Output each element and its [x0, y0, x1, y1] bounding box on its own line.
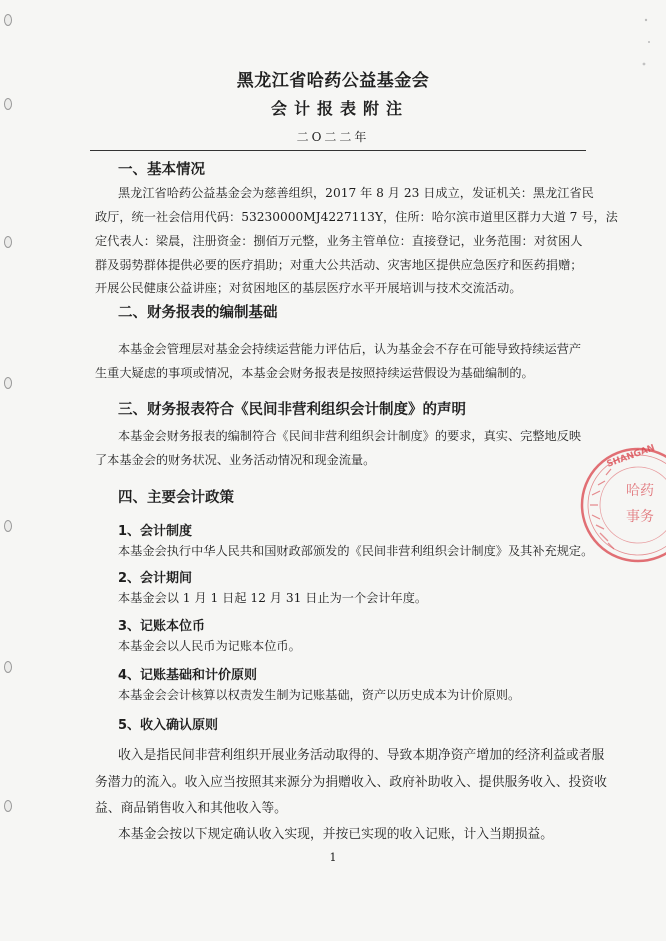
- seal-outer-text: SHANGAN: [605, 443, 657, 470]
- subheading-accounting-period: 2、会计期间: [118, 571, 193, 586]
- paragraph-line: 本基金会管理层对基金会持续运营能力评估后，认为基金会不存在可能导致持续运营产: [118, 342, 582, 356]
- section-heading-basic-info: 一、基本情况: [118, 162, 205, 178]
- paragraph-line: 黑龙江省哈药公益基金会为慈善组织，2017 年 8 月 23 日成立，发证机关：黑龙江省民: [118, 186, 594, 200]
- punch-hole: [4, 377, 12, 389]
- paragraph-line: 本基金会会计核算以权责发生制为记账基础，资产以历史成本为计价原则。: [118, 688, 521, 702]
- punch-hole: [4, 236, 12, 248]
- punch-hole: [4, 14, 12, 26]
- paragraph-line: 本基金会执行中华人民共和国财政部颁发的《民间非营利组织会计制度》及其补充规定。: [118, 544, 594, 558]
- document-year: 二O二二年: [296, 130, 370, 144]
- page-number: 1: [329, 851, 337, 864]
- section-heading-preparation-basis: 二、财务报表的编制基础: [118, 305, 278, 321]
- document-title: 黑龙江省哈药公益基金会: [236, 71, 430, 91]
- document-subtitle: 会计报表附注: [270, 99, 409, 118]
- subheading-revenue-recognition: 5、收入确认原则: [118, 718, 219, 733]
- paragraph-line: 务潜力的流入。收入应当按照其来源分为捐赠收入、政府补助收入、提供服务收入、投资收: [95, 775, 607, 790]
- paragraph-line: 了本基金会的财务状况、业务活动情况和现金流量。: [95, 453, 376, 467]
- paragraph-line: 生重大疑虑的事项或情况，本基金会财务报表是按照持续运营假设为基础编制的。: [95, 366, 534, 380]
- paragraph-line: 群及弱势群体提供必要的医疗捐助；对重大公共活动、灾害地区提供应急医疗和医药捐赠；: [95, 258, 583, 272]
- official-seal-stamp: [578, 445, 666, 565]
- paragraph-line: 本基金会财务报表的编制符合《民间非营利组织会计制度》的要求，真实、完整地反映: [118, 429, 582, 443]
- scan-specks: [624, 12, 654, 72]
- paragraph-line: 本基金会按以下规定确认收入实现，并按已实现的收入记账，计入当期损益。: [118, 827, 554, 842]
- section-heading-accounting-policies: 四、主要会计政策: [118, 490, 234, 506]
- paragraph-line: 本基金会以 1 月 1 日起 12 月 31 日止为一个会计年度。: [118, 591, 428, 605]
- punch-hole: [4, 800, 12, 812]
- subheading-accounting-system: 1、会计制度: [118, 524, 193, 539]
- punch-hole: [4, 661, 12, 673]
- paragraph-line: 开展公民健康公益讲座；对贫困地区的基层医疗水平开展培训与技术交流活动。: [95, 281, 522, 295]
- subheading-functional-currency: 3、记账本位币: [118, 619, 206, 634]
- section-heading-compliance-statement: 三、财务报表符合《民间非营利组织会计制度》的声明: [118, 402, 466, 418]
- title-rule: [90, 150, 586, 151]
- seal-inner-text-2: 事务: [626, 509, 654, 525]
- punch-hole: [4, 520, 12, 532]
- subheading-accounting-basis: 4、记账基础和计价原则: [118, 668, 258, 683]
- paragraph-line: 益、商品销售收入和其他收入等。: [95, 801, 287, 816]
- paragraph-line: 本基金会以人民币为记账本位币。: [118, 639, 301, 653]
- seal-inner-text: 哈药: [626, 483, 654, 499]
- paragraph-line: 政厅，统一社会信用代码：53230000MJ4227113Y，住所：哈尔滨市道里区群力大道 7 号，法: [95, 210, 618, 224]
- paragraph-line: 收入是指民间非营利组织开展业务活动取得的、导致本期净资产增加的经济利益或者服: [118, 748, 605, 763]
- paragraph-line: 定代表人：梁晨，注册资金：捌佰万元整，业务主管单位：直接登记，业务范围：对贫困人: [95, 234, 583, 248]
